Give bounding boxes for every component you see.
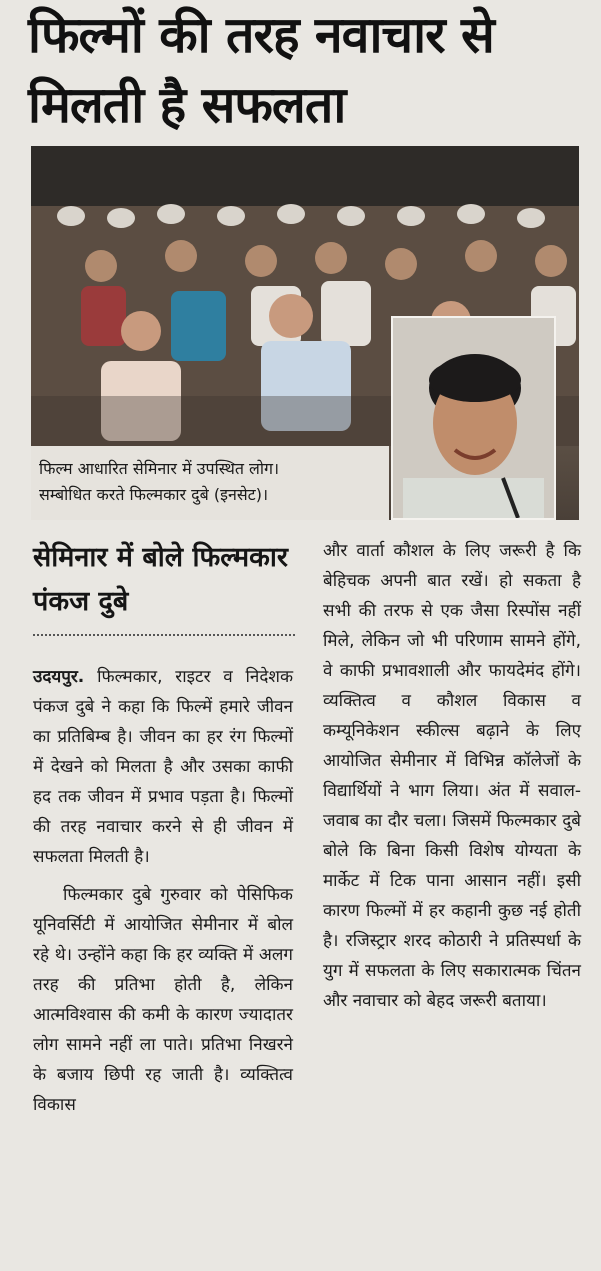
divider (33, 634, 295, 636)
article-column-left (33, 662, 293, 1120)
article-paragraph-1 (33, 662, 293, 872)
subheadline: सेमिनार में बोले फिल्मकार पंकज दुबे (33, 542, 288, 617)
headline: फिल्मों की तरह नवाचार से मिलती है सफलता (28, 6, 494, 134)
article-column-right (323, 536, 581, 1016)
article-paragraph-3: और वार्ता कौशल के लिए जरूरी है कि बेहिचक अपनी बात रखें। हो सकता है सभी की तरफ से एक जैसा रिस्पोंस नहीं मिले, लेकिन जो भी परिणाम सामने होंगे, वे काफी प्रभावशाली और फायदेमंद होंगे। व्यक्तित्व व कौशल विकास व कम्यूनिकेशन स्कील्स बढ़ाने के लिए आयोजित सेमीनार में विभिन्न कॉलेजों के विद्यार्थियों ने भाग लिया। अंत में सवाल-जवाब का दौर चला। जिसमें फिल्मकार दुबे बोले कि बिना किसी विशेष योग्यता के मार्केट में टिक पाना आसान नहीं। इसी कारण फिल्मों में हर कहानी कुछ नई होती है। रजिस्ट्रार शरद कोठारी ने प्रतिस्पर्धा के युग में सफलता के लिए सकारात्मक चिंतन और नवाचार को बेहद जरूरी बताया। (323, 541, 581, 1011)
paragraph-1-text: फिल्मकार, राइटर व निदेशक पंकज दुबे ने कहा कि फिल्में हमारे जीवन का प्रतिबिम्ब है। जीवन का हर रंग फिल्मों में देखने को मिलता है और उसका काफी हद तक जीवन में प्रभाव पड़ता है। फिल्मों की तरह नवाचार करने से ही जीवन में सफलता मिलती है। (33, 667, 294, 867)
inset-portrait (391, 316, 556, 520)
speaker-portrait (393, 318, 554, 518)
dateline: उदयपुर. (33, 667, 85, 687)
seminar-photo (31, 146, 579, 520)
article-paragraph-2: फिल्मकार दुबे गुरुवार को पेसिफिक यूनिवर्सिटी में आयोजित सेमीनार में बोल रहे थे। उन्होंने कहा कि हर व्यक्ति में अलग तरह की प्रतिभा होती है, लेकिन आत्मविश्वास की कमी के कारण ज्यादातर लोग सामने नहीं ला पाते। प्रतिभा निखरने के बजाय छिपी रह जाती है। व्यक्तित्व विकास (33, 885, 293, 1115)
caption-line-2: सम्बोधित करते फिल्मकार दुबे (इनसेट)। (39, 485, 269, 504)
caption-line-1: फिल्म आधारित सेमिनार में उपस्थित लोग। (39, 459, 280, 478)
photo-caption (31, 446, 389, 520)
